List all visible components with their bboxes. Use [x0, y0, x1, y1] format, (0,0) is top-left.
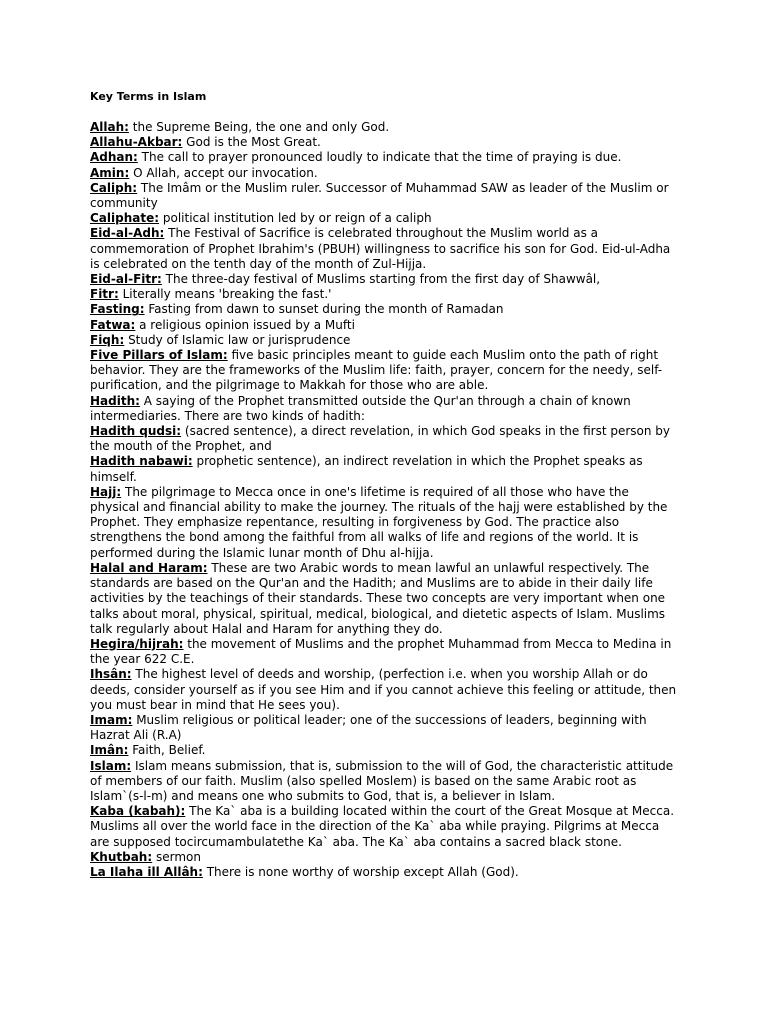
glossary-term: Allah:: [90, 120, 129, 134]
glossary-term: Khutbah:: [90, 849, 153, 864]
glossary-definition: The highest level of deeds and worship, (perfection i.e. when you worship Allah or do deeds, consider yourself as if you see Him and if you cannot achieve this feeling or attitude, then you must bear in mind that He sees you).: [90, 667, 677, 712]
glossary-entry: [90, 150, 680, 165]
glossary-entry: [90, 637, 680, 667]
glossary-term: Fasting:: [90, 302, 145, 317]
glossary-entry: [90, 759, 680, 805]
glossary-term: Imam:: [90, 712, 133, 727]
glossary-definition: God is the Most Great.: [182, 135, 321, 150]
glossary-definition: O Allah, accept our invocation.: [129, 165, 318, 180]
glossary-entry: [90, 135, 680, 150]
glossary-definition: the movement of Muslims and the prophet Muhammad from Mecca to Medina in the year 622 C.E.: [90, 636, 672, 667]
glossary-term: Hadith nabawi:: [90, 454, 193, 469]
glossary-term: Adhan:: [90, 150, 138, 165]
glossary-entry: [90, 226, 680, 272]
glossary-entry: [90, 424, 680, 454]
glossary-definition: Literally means 'breaking the fast.': [118, 287, 332, 302]
document-title: Key Terms in Islam: [90, 90, 207, 103]
glossary-term: Caliphate:: [90, 211, 160, 226]
glossary-definition: sermon: [152, 849, 201, 864]
glossary-entry: [90, 318, 680, 333]
glossary-term: Fitr:: [90, 287, 119, 302]
glossary-entry: [90, 348, 680, 394]
glossary-term: Hadith:: [90, 393, 140, 408]
glossary-definition: The Festival of Sacrifice is celebrated throughout the Muslim world as a commemoration of Prophet Ibrahim's (PBUH) willingness to sacrifice his son for God. Eid-ul-Adha is celebrated on the tenth day of the month of Zul-Hijja.: [90, 226, 671, 271]
glossary-term: Imân:: [90, 743, 129, 758]
glossary-definition: The Ka` aba is a building located within the court of the Great Mosque at Mecca. Muslims all over the world face in the direction of the Ka` aba while praying. Pilgrims at Mecca are supposed tocircumambulatethe Ka` aba. The Ka` aba contains a sacred black stone.: [90, 804, 675, 849]
glossary-definition: The three-day festival of Muslims starting from the first day of Shawwâl,: [161, 272, 601, 287]
glossary-entry: [90, 211, 680, 226]
glossary-term: Kaba (kabah):: [90, 804, 186, 819]
glossary-term: Hegira/hijrah:: [90, 636, 184, 651]
glossary-term: Islam:: [90, 758, 132, 773]
glossary-entry: [90, 804, 680, 850]
glossary-entry: [90, 120, 680, 135]
glossary-term: Five Pillars of Islam:: [90, 348, 228, 363]
glossary-entry: [90, 561, 680, 637]
glossary-definition: prophetic sentence), an indirect revelation in which the Prophet speaks as himself.: [90, 454, 643, 484]
glossary-entry: [90, 302, 680, 317]
document-page: [90, 90, 680, 880]
glossary-definition: political institution led by or reign of a caliph: [159, 211, 432, 226]
glossary-definition: Muslim religious or political leader; one of the successions of leaders, beginning with Hazrat Ali (R.A): [90, 712, 647, 743]
glossary-term: Eid-al-Fitr:: [90, 272, 162, 287]
glossary-entry: [90, 272, 680, 287]
glossary-definition: Fasting from dawn to sunset during the month of Ramadan: [144, 302, 504, 317]
glossary-term: Fatwa:: [90, 317, 136, 332]
glossary-definition: There is none worthy of worship except Allah (God).: [202, 864, 519, 879]
glossary-entry: [90, 181, 680, 211]
glossary-entry: [90, 394, 680, 424]
glossary-entry: [90, 287, 680, 302]
glossary-term: Hajj:: [90, 484, 122, 499]
glossary-entry: [90, 166, 680, 181]
glossary-definition: Islam means submission, that is, submission to the will of God, the characteristic attitude of members of our faith. Muslim (also spelled Moslem) is based on the same Arabic root as Islam`(s-l-m) and means one who submits to God, that is, a believer in Islam.: [90, 758, 674, 803]
glossary-term: Amin:: [90, 165, 130, 180]
glossary-entry: [90, 850, 680, 865]
glossary-entry: [90, 485, 680, 561]
glossary-entry: [90, 454, 680, 484]
glossary-term: Allahu-Akbar:: [90, 135, 183, 150]
glossary-entry: [90, 333, 680, 348]
glossary-list: [90, 120, 680, 880]
glossary-entry: [90, 713, 680, 743]
glossary-definition: five basic principles meant to guide each Muslim onto the path of right behavior. They are the frameworks of the Muslim life: faith, prayer, concern for the needy, self-purification, and the pilgrimage to Makkah for those who are able.: [90, 348, 663, 393]
glossary-entry: [90, 667, 680, 713]
glossary-term: Ihsân:: [90, 667, 132, 682]
glossary-definition: The Imâm or the Muslim ruler. Successor of Muhammad SAW as leader of the Muslim or community: [90, 180, 669, 211]
glossary-term: Hadith qudsi:: [90, 424, 182, 439]
glossary-definition: a religious opinion issued by a Mufti: [135, 317, 355, 332]
glossary-definition: The pilgrimage to Mecca once in one's lifetime is required of all those who have the physical and financial ability to make the journey. The rituals of the hajj were established by the Prophet. They emphasize repentance, resulting in forgiveness by God. The practice also strengthens the bond among the faithful from all walks of life and regions of the world. It is performed during the Islamic lunar month of Dhu al-hijja.: [90, 484, 668, 560]
glossary-definition: These are two Arabic words to mean lawful an unlawful respectively. The standards are based on the Qur'an and the Hadith; and Muslims are to abide in their daily life activities by the teachings of their standards. These two concepts are very important when one talks about moral, physical, spiritual, medical, biological, and dietetic aspects of Islam. Muslims talk regularly about Halal and Haram for anything they do.: [90, 560, 666, 636]
glossary-entry: [90, 865, 680, 880]
glossary-term: Eid-al-Adh:: [90, 226, 165, 241]
glossary-term: Fiqh:: [90, 332, 125, 347]
glossary-entry: [90, 743, 680, 758]
glossary-term: Halal and Haram:: [90, 560, 208, 575]
glossary-term: Caliph:: [90, 180, 138, 195]
glossary-definition: Faith, Belief.: [128, 743, 206, 758]
glossary-definition: the Supreme Being, the one and only God.: [128, 120, 390, 134]
glossary-term: La Ilaha ill Allâh:: [90, 864, 203, 879]
glossary-definition: A saying of the Prophet transmitted outside the Qur'an through a chain of known intermediaries. There are two kinds of hadith:: [90, 393, 631, 423]
glossary-definition: (sacred sentence), a direct revelation, in which God speaks in the first person by the mouth of the Prophet, and: [90, 424, 671, 454]
glossary-definition: The call to prayer pronounced loudly to indicate that the time of praying is due.: [137, 150, 622, 165]
glossary-definition: Study of Islamic law or jurisprudence: [124, 332, 351, 347]
